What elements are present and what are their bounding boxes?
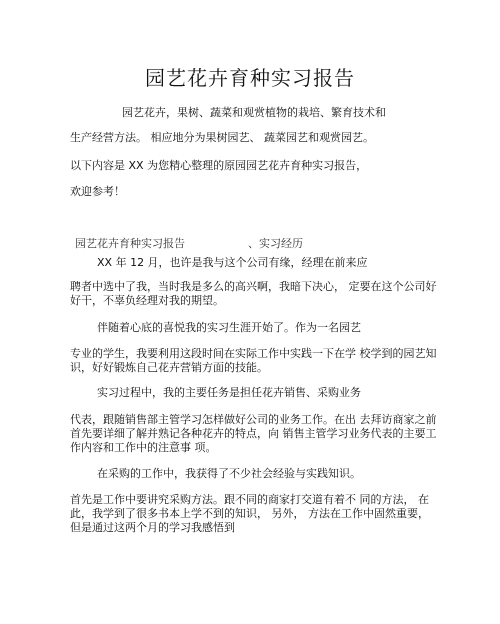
paragraph-4-line-1: 在采购的工作中，我获得了不少社会经验与实践知识。 xyxy=(97,467,361,480)
paragraph-5-line-2: 此，我学到了很多书本上学不到的知识， 另外， 方法在工作中固然重要， xyxy=(70,507,429,520)
paragraph-2-line-3: 识，好好锻炼自己花卉营销方面的技能。 xyxy=(70,361,268,374)
page-title: 园艺花卉育种实习报告 xyxy=(145,66,355,90)
paragraph-1-line-1: XX 年 12 月，也许是我与这个公司有缘，经理在前来应 xyxy=(97,256,368,269)
intro-line-2: 生产经营方法。 相应地分为果树园艺、 蔬菜园艺和观赏园艺。 xyxy=(70,131,374,144)
paragraph-3-line-3: 首先要详细了解并熟记各种花卉的特点，向 销售主管学习业务代表的主要工 xyxy=(70,427,437,440)
intro-line-1: 园艺花卉，果树、蔬菜和观赏植物的栽培、繁育技术和 xyxy=(122,106,386,119)
paragraph-5-line-3: 但是通过这两个月的学习我感悟到 xyxy=(70,521,235,534)
paragraph-1-line-3: 好干，不辜负经理对我的期望。 xyxy=(70,294,224,307)
paragraph-3-line-2: 代表，跟随销售部主管学习怎样做好公司的业务工作。在出 去拜访商家之前 xyxy=(70,413,437,426)
intro-line-4: 欢迎参考！ xyxy=(70,185,125,198)
paragraph-2-line-1: 伴随着心底的喜悦我的实习生涯开始了。作为一名园艺 xyxy=(97,321,361,334)
paragraph-5-line-1: 首先是工作中要讲究采购方法。跟不同的商家打交道有着不 同的方法， 在 xyxy=(70,493,429,506)
paragraph-1-line-2: 聘者中选中了我，当时我是多么的高兴啊，我暗下决心， 定要在这个公司好 xyxy=(70,280,437,293)
intro-line-3: 以下内容是 XX 为您精心整理的原园园艺花卉育种实习报告， xyxy=(70,159,368,172)
section-heading-right: 、实习经历 xyxy=(248,237,303,250)
paragraph-2-line-2: 专业的学生，我要利用这段时间在实际工作中实践一下在学 校学到的园艺知 xyxy=(70,347,437,360)
paragraph-3-line-1: 实习过程中，我的主要任务是担任花卉销售、采购业务 xyxy=(97,386,361,399)
section-heading-left: 园艺花卉育种实习报告 xyxy=(75,237,185,250)
paragraph-3-line-4: 作内容和工作中的注意事 项。 xyxy=(70,441,217,454)
